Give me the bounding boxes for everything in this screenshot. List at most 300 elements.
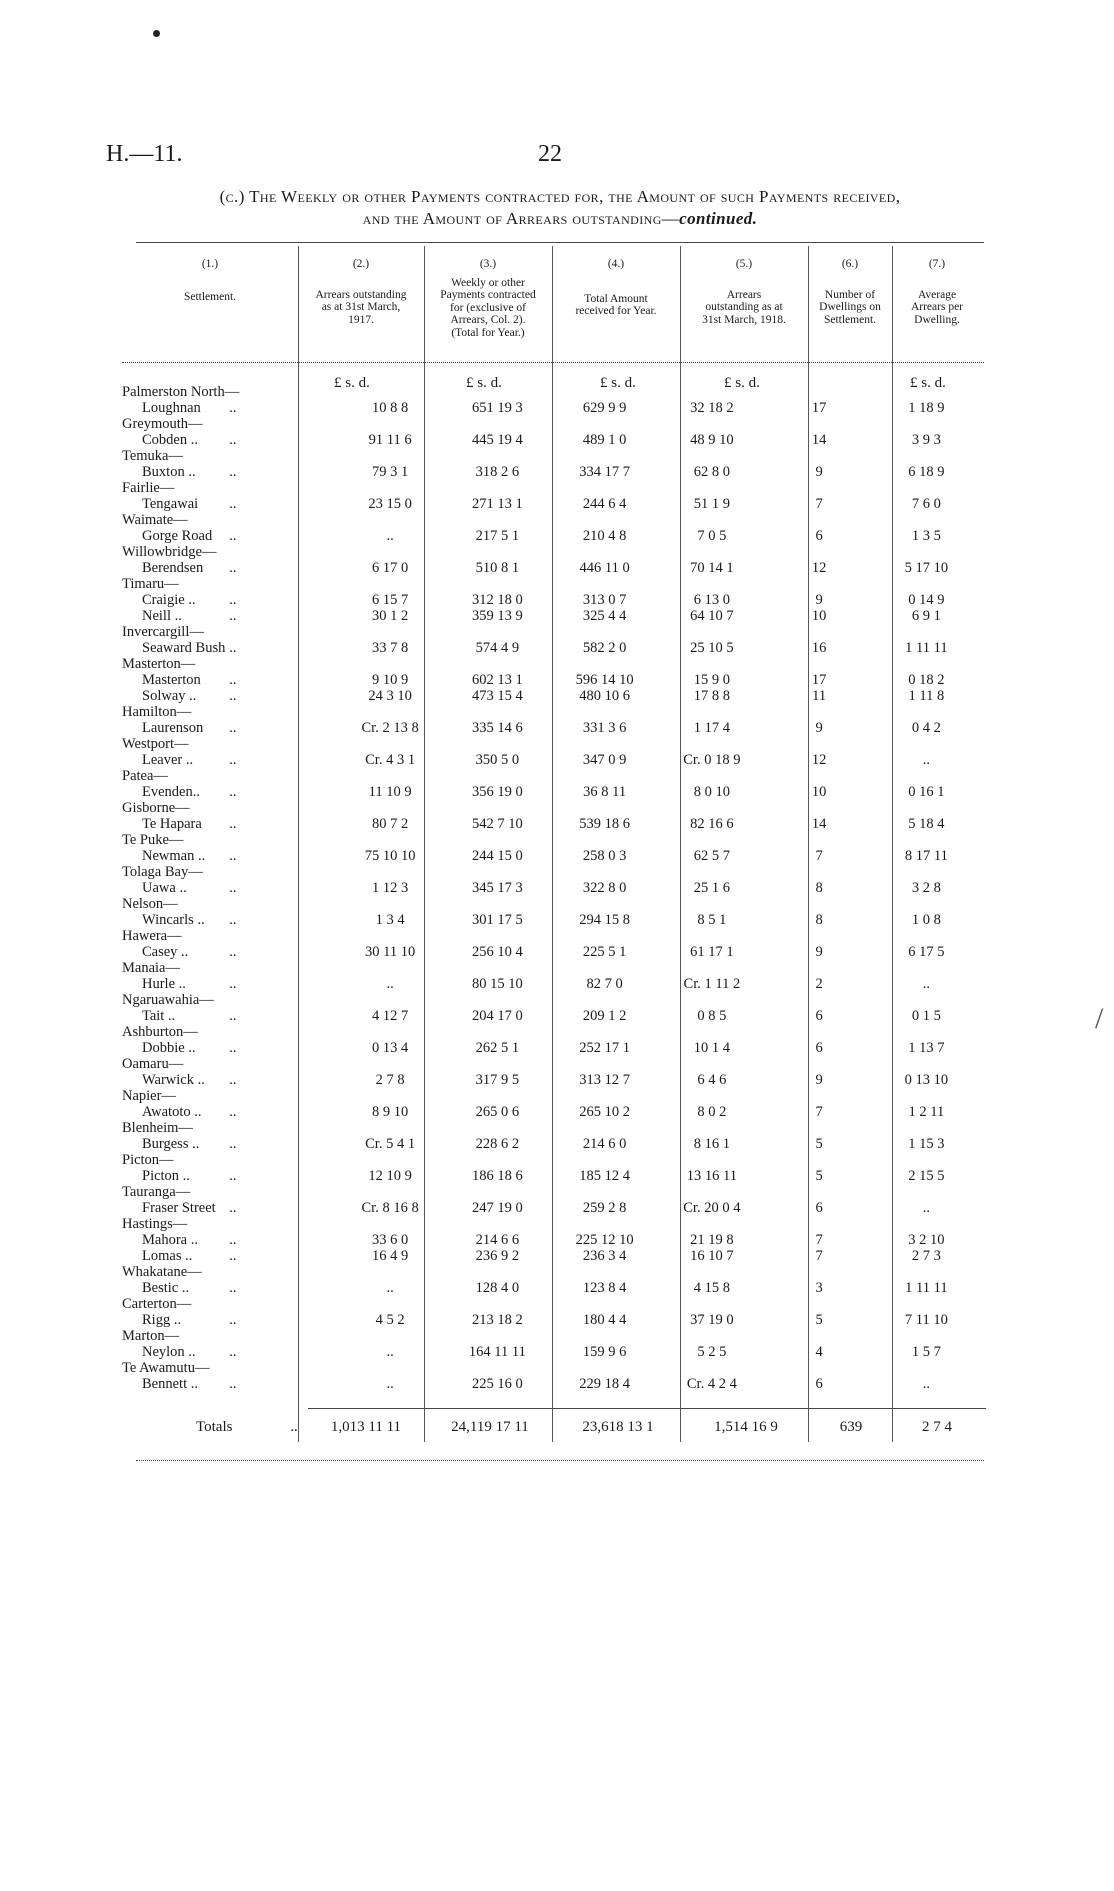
district-row xyxy=(122,480,980,496)
leader-dots: .. xyxy=(229,464,237,480)
settlement-name: Lomas .. xyxy=(142,1248,193,1264)
table-row xyxy=(122,1232,980,1248)
table-row xyxy=(122,592,980,608)
totals-col-4: 23,618 13 1 xyxy=(582,1419,654,1435)
district-row xyxy=(122,1216,980,1232)
district-row xyxy=(122,768,980,784)
table-body xyxy=(122,384,980,1392)
leader-dots: .. xyxy=(229,1072,237,1088)
average-arrears: 6 17 5 xyxy=(908,944,945,960)
settlement-name: Newman .. xyxy=(142,848,206,864)
dwellings-count: 8 xyxy=(815,880,823,896)
average-arrears: .. xyxy=(922,1376,930,1392)
district-name: Gisborne— xyxy=(122,800,190,816)
arrears-1917: 75 10 10 xyxy=(364,848,416,864)
arrears-1917: 10 8 8 xyxy=(372,400,409,416)
col-label: Arrears outstanding as at 31st March, 1917. xyxy=(315,288,407,326)
col-number: (1.) xyxy=(201,258,219,270)
amount-received: 313 12 7 xyxy=(579,1072,630,1088)
table-row xyxy=(122,400,980,416)
ink-dot xyxy=(153,30,160,37)
district-name: Waimate— xyxy=(122,512,188,528)
header-bottom-rule xyxy=(122,362,984,363)
totals-col-6: 639 xyxy=(839,1419,863,1435)
units-col-7: £ s. d. xyxy=(910,375,946,391)
table-row xyxy=(122,1376,980,1392)
arrears-1917: 91 11 6 xyxy=(368,432,412,448)
arrears-1917: .. xyxy=(386,1376,394,1392)
settlement-name: Tait .. xyxy=(142,1008,176,1024)
arrears-1917: 24 3 10 xyxy=(368,688,412,704)
arrears-1918: Cr. 20 0 4 xyxy=(683,1200,741,1216)
average-arrears: 1 11 8 xyxy=(908,688,945,704)
amount-received: 180 4 4 xyxy=(582,1312,627,1328)
average-arrears: 5 17 10 xyxy=(904,560,949,576)
dwellings-count: 6 xyxy=(815,528,823,544)
units-col-3: £ s. d. xyxy=(466,375,502,391)
arrears-1918: 8 0 2 xyxy=(697,1104,727,1120)
average-arrears: 1 3 5 xyxy=(911,528,941,544)
leader-dots: .. xyxy=(229,976,237,992)
leader-dots: .. xyxy=(229,1312,237,1328)
settlement-name: Fraser Street xyxy=(142,1200,216,1216)
col-number: (3.) xyxy=(479,258,497,270)
settlement-name: Loughnan xyxy=(142,400,201,416)
average-arrears: 0 13 10 xyxy=(904,1072,949,1088)
amount-received: 252 17 1 xyxy=(579,1040,630,1056)
table-row xyxy=(122,464,980,480)
arrears-1918: 62 5 7 xyxy=(693,848,730,864)
arrears-1918: 61 17 1 xyxy=(690,944,734,960)
table-row xyxy=(122,528,980,544)
col-header-2 xyxy=(300,258,422,326)
district-name: Hastings— xyxy=(122,1216,188,1232)
settlement-name: Seaward Bush xyxy=(142,640,226,656)
table-row xyxy=(122,1136,980,1152)
leader-dots: .. xyxy=(229,496,237,512)
totals-col-2: 1,013 11 11 xyxy=(330,1419,402,1435)
district-name: Hawera— xyxy=(122,928,182,944)
payments-contracted: 345 17 3 xyxy=(472,880,523,896)
dwellings-count: 6 xyxy=(815,1040,823,1056)
col-label: Weekly or other Payments contracted for (exclusive of Arrears, Col. 2). (Total for Year.) xyxy=(440,276,536,339)
average-arrears: 1 11 11 xyxy=(905,1280,948,1296)
leader-dots: .. xyxy=(229,784,237,800)
dwellings-count: 10 xyxy=(811,608,827,624)
arrears-1918: 8 0 10 xyxy=(693,784,730,800)
totals-label: Totals xyxy=(196,1419,233,1435)
dwellings-count: 17 xyxy=(811,672,827,688)
col-number: (7.) xyxy=(928,258,946,270)
arrears-1918: 25 10 5 xyxy=(690,640,734,656)
units-col-5: £ s. d. xyxy=(724,375,760,391)
district-name: Temuka— xyxy=(122,448,183,464)
arrears-1917: 12 10 9 xyxy=(368,1168,412,1184)
leader-dots: .. xyxy=(229,672,237,688)
settlement-name: Te Hapara xyxy=(142,816,202,832)
arrears-1918: 13 16 11 xyxy=(686,1168,737,1184)
amount-received: 229 18 4 xyxy=(579,1376,630,1392)
arrears-1918: Cr. 4 2 4 xyxy=(686,1376,737,1392)
district-name: Te Awamutu— xyxy=(122,1360,210,1376)
arrears-1917: 11 10 9 xyxy=(368,784,412,800)
table-row xyxy=(122,816,980,832)
average-arrears: 7 6 0 xyxy=(911,496,941,512)
bottom-rule xyxy=(136,1460,984,1461)
amount-received: 258 0 3 xyxy=(582,848,627,864)
average-arrears: 3 9 3 xyxy=(911,432,941,448)
amount-received: 347 0 9 xyxy=(582,752,627,768)
district-name: Napier— xyxy=(122,1088,176,1104)
arrears-1917: 4 12 7 xyxy=(372,1008,409,1024)
average-arrears: .. xyxy=(922,752,930,768)
amount-received: 322 8 0 xyxy=(582,880,627,896)
payments-contracted: 247 19 0 xyxy=(472,1200,523,1216)
payments-contracted: 350 5 0 xyxy=(475,752,520,768)
page-reference: H.—11. xyxy=(106,141,183,167)
payments-contracted: 128 4 0 xyxy=(475,1280,520,1296)
district-row xyxy=(122,1328,980,1344)
amount-received: 539 18 6 xyxy=(579,816,630,832)
district-row xyxy=(122,736,980,752)
settlement-name: Wincarls .. xyxy=(142,912,205,928)
amount-received: 36 8 11 xyxy=(583,784,627,800)
arrears-1917: 8 9 10 xyxy=(372,1104,409,1120)
arrears-1917: .. xyxy=(386,528,394,544)
col-header-7 xyxy=(894,258,980,326)
district-name: Invercargill— xyxy=(122,624,204,640)
district-name: Ngaruawahia— xyxy=(122,992,214,1008)
arrears-1918: 62 8 0 xyxy=(693,464,730,480)
district-name: Willowbridge— xyxy=(122,544,217,560)
district-row xyxy=(122,960,980,976)
settlement-name: Mahora .. xyxy=(142,1232,198,1248)
leader-dots: .. xyxy=(229,1200,237,1216)
payments-contracted: 80 15 10 xyxy=(472,976,523,992)
leader-dots: .. xyxy=(229,608,237,624)
dwellings-count: 5 xyxy=(815,1312,823,1328)
payments-contracted: 301 17 5 xyxy=(472,912,523,928)
payments-contracted: 228 6 2 xyxy=(475,1136,520,1152)
col-header-3 xyxy=(426,258,550,339)
table-row xyxy=(122,1168,980,1184)
payments-contracted: 236 9 2 xyxy=(475,1248,520,1264)
district-row xyxy=(122,384,980,400)
payments-contracted: 312 18 0 xyxy=(472,592,523,608)
col-number: (4.) xyxy=(607,258,625,270)
arrears-1918: 1 17 4 xyxy=(693,720,730,736)
average-arrears: 3 2 10 xyxy=(908,1232,945,1248)
district-row xyxy=(122,656,980,672)
dwellings-count: 7 xyxy=(815,496,823,512)
settlement-name: Dobbie .. xyxy=(142,1040,196,1056)
arrears-1918: 48 9 10 xyxy=(690,432,734,448)
leader-dots: .. xyxy=(229,1168,237,1184)
arrears-1918: 4 15 8 xyxy=(693,1280,730,1296)
arrears-1918: 21 19 8 xyxy=(690,1232,734,1248)
arrears-1918: 82 16 6 xyxy=(690,816,734,832)
arrears-1918: 32 18 2 xyxy=(690,400,734,416)
table-row xyxy=(122,944,980,960)
arrears-1917: 23 15 0 xyxy=(368,496,412,512)
arrears-1918: 8 5 1 xyxy=(697,912,727,928)
average-arrears: 5 18 4 xyxy=(908,816,945,832)
table-row xyxy=(122,640,980,656)
arrears-1917: .. xyxy=(386,1280,394,1296)
leader-dots: .. xyxy=(229,560,237,576)
amount-received: 325 4 4 xyxy=(582,608,627,624)
amount-received: 596 14 10 xyxy=(575,672,634,688)
district-name: Patea— xyxy=(122,768,168,784)
amount-received: 225 5 1 xyxy=(582,944,627,960)
amount-received: 446 11 0 xyxy=(579,560,630,576)
payments-contracted: 214 6 6 xyxy=(475,1232,520,1248)
arrears-1918: 51 1 9 xyxy=(693,496,730,512)
leader-dots: .. xyxy=(229,400,237,416)
district-row xyxy=(122,1056,980,1072)
arrears-1918: 64 10 7 xyxy=(690,608,734,624)
average-arrears: 1 2 11 xyxy=(908,1104,945,1120)
district-row xyxy=(122,512,980,528)
amount-received: 480 10 6 xyxy=(579,688,630,704)
leader-dots: .. xyxy=(229,640,237,656)
dwellings-count: 7 xyxy=(815,1104,823,1120)
average-arrears: 1 15 3 xyxy=(908,1136,945,1152)
payments-contracted: 317 9 5 xyxy=(475,1072,520,1088)
dwellings-count: 16 xyxy=(811,640,827,656)
district-name: Blenheim— xyxy=(122,1120,193,1136)
totals-rule xyxy=(308,1408,986,1409)
dwellings-count: 12 xyxy=(811,560,827,576)
arrears-1917: 33 6 0 xyxy=(372,1232,409,1248)
district-name: Whakatane— xyxy=(122,1264,202,1280)
header-top-rule xyxy=(136,242,984,243)
leader-dots: .. xyxy=(229,880,237,896)
table-row xyxy=(122,608,980,624)
leader-dots: .. xyxy=(229,752,237,768)
arrears-1917: Cr. 4 3 1 xyxy=(365,752,416,768)
district-row xyxy=(122,448,980,464)
payments-contracted: 213 18 2 xyxy=(472,1312,523,1328)
arrears-1918: 37 19 0 xyxy=(690,1312,734,1328)
totals-col-5: 1,514 16 9 xyxy=(714,1419,778,1435)
leader-dots: .. xyxy=(229,1136,237,1152)
table-row xyxy=(122,848,980,864)
district-name: Palmerston North— xyxy=(122,384,240,400)
col-label: Number of Dwellings on Settlement. xyxy=(819,288,881,326)
district-name: Tolaga Bay— xyxy=(122,864,203,880)
payments-contracted: 542 7 10 xyxy=(472,816,523,832)
arrears-1917: .. xyxy=(386,976,394,992)
district-row xyxy=(122,1120,980,1136)
district-row xyxy=(122,1264,980,1280)
heading-continued: continued. xyxy=(679,209,758,228)
leader-dots: .. xyxy=(229,816,237,832)
arrears-1918: 6 4 6 xyxy=(697,1072,727,1088)
units-col-4: £ s. d. xyxy=(600,375,636,391)
district-row xyxy=(122,832,980,848)
average-arrears: 0 1 5 xyxy=(911,1008,941,1024)
average-arrears: 7 11 10 xyxy=(904,1312,948,1328)
table-row xyxy=(122,688,980,704)
settlement-name: Berendsen xyxy=(142,560,204,576)
average-arrears: 6 18 9 xyxy=(908,464,945,480)
arrears-1917: 16 4 9 xyxy=(372,1248,409,1264)
average-arrears: 1 5 7 xyxy=(911,1344,941,1360)
amount-received: 210 4 8 xyxy=(582,528,627,544)
arrears-1918: 17 8 8 xyxy=(693,688,730,704)
arrears-1917: 30 11 10 xyxy=(365,944,416,960)
district-name: Masterton— xyxy=(122,656,196,672)
col-header-4 xyxy=(554,258,678,318)
table-row xyxy=(122,1008,980,1024)
table-row xyxy=(122,720,980,736)
settlement-name: Leaver .. xyxy=(142,752,194,768)
settlement-name: Burgess .. xyxy=(142,1136,200,1152)
amount-received: 331 3 6 xyxy=(582,720,627,736)
arrears-1917: 9 10 9 xyxy=(372,672,409,688)
dwellings-count: 10 xyxy=(811,784,827,800)
dwellings-count: 9 xyxy=(815,1072,823,1088)
settlement-name: Picton .. xyxy=(142,1168,190,1184)
district-row xyxy=(122,1296,980,1312)
amount-received: 82 7 0 xyxy=(586,976,623,992)
arrears-1918: 16 10 7 xyxy=(690,1248,734,1264)
payments-contracted: 217 5 1 xyxy=(475,528,520,544)
settlement-name: Masterton xyxy=(142,672,201,688)
arrears-1917: 1 3 4 xyxy=(375,912,405,928)
table-row xyxy=(122,432,980,448)
table-row xyxy=(122,1248,980,1264)
arrears-1917: 79 3 1 xyxy=(372,464,409,480)
district-name: Ashburton— xyxy=(122,1024,198,1040)
district-row xyxy=(122,992,980,1008)
leader-dots: .. xyxy=(229,944,237,960)
settlement-name: Cobden .. xyxy=(142,432,198,448)
district-name: Timaru— xyxy=(122,576,179,592)
average-arrears: 0 18 2 xyxy=(908,672,945,688)
dwellings-count: 5 xyxy=(815,1136,823,1152)
average-arrears: .. xyxy=(922,1200,930,1216)
leader-dots: .. xyxy=(229,1104,237,1120)
district-row xyxy=(122,1088,980,1104)
table-row xyxy=(122,880,980,896)
amount-received: 123 8 4 xyxy=(582,1280,627,1296)
arrears-1918: 15 9 0 xyxy=(693,672,730,688)
amount-received: 334 17 7 xyxy=(579,464,630,480)
dwellings-count: 7 xyxy=(815,1248,823,1264)
amount-received: 489 1 0 xyxy=(582,432,627,448)
table-heading xyxy=(90,186,1030,230)
table-row xyxy=(122,976,980,992)
district-row xyxy=(122,544,980,560)
dwellings-count: 11 xyxy=(812,688,827,704)
settlement-name: Casey .. xyxy=(142,944,189,960)
amount-received: 629 9 9 xyxy=(582,400,627,416)
arrears-1918: 8 16 1 xyxy=(693,1136,730,1152)
heading-line-2-text: and the Amount of Arrears outstanding— xyxy=(362,209,680,228)
dwellings-count: 14 xyxy=(811,816,827,832)
dwellings-count: 6 xyxy=(815,1008,823,1024)
district-name: Westport— xyxy=(122,736,189,752)
district-name: Greymouth— xyxy=(122,416,203,432)
dwellings-count: 9 xyxy=(815,944,823,960)
arrears-1917: Cr. 8 16 8 xyxy=(361,1200,419,1216)
leader-dots: .. xyxy=(229,432,237,448)
dwellings-count: 7 xyxy=(815,848,823,864)
district-row xyxy=(122,624,980,640)
table-row xyxy=(122,1040,980,1056)
leader-dots: .. xyxy=(229,1344,237,1360)
arrears-1917: Cr. 5 4 1 xyxy=(365,1136,416,1152)
leader-dots: .. xyxy=(229,720,237,736)
leader-dots: .. xyxy=(229,688,237,704)
district-name: Manaia— xyxy=(122,960,180,976)
arrears-1917: .. xyxy=(386,1344,394,1360)
settlement-name: Tengawai xyxy=(142,496,199,512)
payments-contracted: 164 11 11 xyxy=(468,1344,526,1360)
col-label: Average Arrears per Dwelling. xyxy=(910,288,964,326)
table-row xyxy=(122,1072,980,1088)
col-header-6 xyxy=(810,258,890,326)
heading-line-2 xyxy=(90,208,1030,230)
payments-contracted: 445 19 4 xyxy=(472,432,523,448)
district-row xyxy=(122,416,980,432)
dwellings-count: 2 xyxy=(815,976,823,992)
settlement-name: Neylon .. xyxy=(142,1344,196,1360)
col-number: (2.) xyxy=(352,258,370,270)
payments-contracted: 256 10 4 xyxy=(472,944,523,960)
leader-dots: .. xyxy=(229,528,237,544)
average-arrears: 2 7 3 xyxy=(911,1248,941,1264)
average-arrears: 6 9 1 xyxy=(911,608,941,624)
district-name: Carterton— xyxy=(122,1296,192,1312)
leader-dots: .. xyxy=(229,1040,237,1056)
average-arrears: 1 13 7 xyxy=(908,1040,945,1056)
leader-dots: .. xyxy=(229,1232,237,1248)
amount-received: 214 6 0 xyxy=(582,1136,627,1152)
col-number: (5.) xyxy=(735,258,753,270)
dwellings-count: 7 xyxy=(815,1232,823,1248)
table-row xyxy=(122,560,980,576)
arrears-1917: 80 7 2 xyxy=(372,816,409,832)
amount-received: 225 12 10 xyxy=(575,1232,634,1248)
settlement-name: Hurle .. xyxy=(142,976,186,992)
table-row xyxy=(122,1344,980,1360)
table-row xyxy=(122,1200,980,1216)
settlement-name: Buxton .. xyxy=(142,464,196,480)
arrears-1918: 5 2 5 xyxy=(697,1344,727,1360)
average-arrears: .. xyxy=(922,976,930,992)
payments-contracted: 473 15 4 xyxy=(472,688,523,704)
arrears-1917: 6 15 7 xyxy=(372,592,409,608)
leader-dots: .. xyxy=(229,848,237,864)
payments-contracted: 265 0 6 xyxy=(475,1104,520,1120)
district-row xyxy=(122,704,980,720)
district-name: Fairlie— xyxy=(122,480,175,496)
settlement-name: Warwick .. xyxy=(142,1072,205,1088)
table-row xyxy=(122,1312,980,1328)
district-row xyxy=(122,896,980,912)
district-row xyxy=(122,1024,980,1040)
district-row xyxy=(122,928,980,944)
page-number: 22 xyxy=(538,141,562,167)
payments-contracted: 510 8 1 xyxy=(475,560,520,576)
margin-mark: / xyxy=(1095,1002,1104,1035)
settlement-name: Bennett .. xyxy=(142,1376,198,1392)
totals-col-7: 2 7 4 xyxy=(922,1419,952,1435)
payments-contracted: 574 4 9 xyxy=(475,640,520,656)
